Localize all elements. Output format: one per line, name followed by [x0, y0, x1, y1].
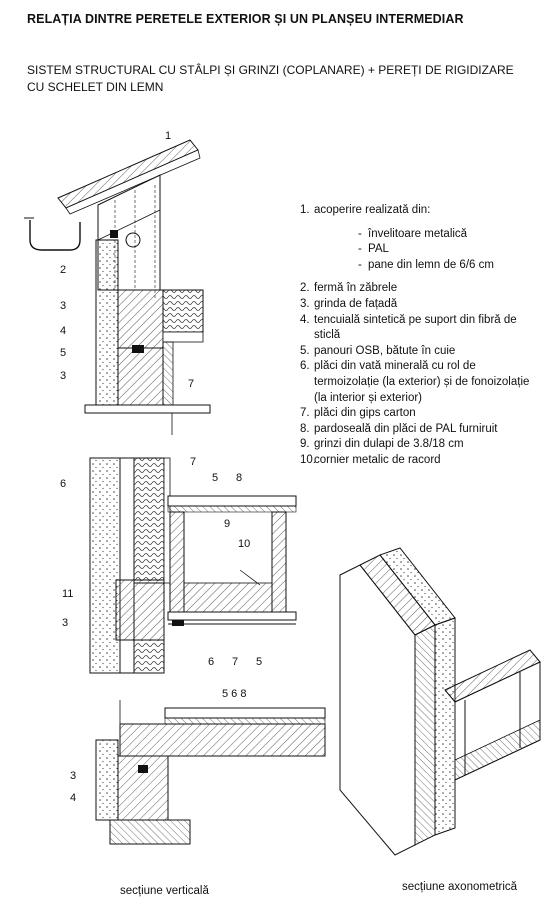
legend-item-3: 3. grinda de fațadă — [300, 297, 398, 310]
callout-3a: 3 — [60, 300, 67, 312]
legend-item-8: 8. pardoseală din plăci de PAL furniruit — [300, 422, 498, 435]
callout-7c: 7 — [232, 656, 239, 668]
callout-3b: 3 — [60, 370, 67, 382]
legend-item-1: 1. acoperire realizată din: — [300, 204, 431, 216]
callout-7a: 7 — [188, 378, 195, 390]
callout-11: 11 — [62, 588, 74, 600]
callout-5a: 5 — [60, 347, 67, 359]
caption-axonometric-section: secțiune axonometrică — [402, 881, 518, 893]
legend-sub-1: - învelitoare metalică — [358, 227, 468, 240]
ground-floor-detail — [96, 700, 325, 844]
page-subtitle: SISTEM STRUCTURAL CU STÂLPI ȘI GRINZI (COPLANARE) + PEREȚI DE RIGIDIZARE CU SCHELET DIN LEMN — [27, 63, 514, 94]
legend-item-9: 9. grinzi din dulapi de 3.8/18 cm — [300, 438, 464, 451]
legend — [300, 203, 540, 469]
callout-8a: 8 — [236, 472, 243, 484]
callout-7b: 7 — [190, 456, 197, 468]
callout-2: 2 — [60, 264, 67, 276]
legend-sub-2: - PAL — [358, 243, 389, 256]
callout-6a: 6 — [60, 478, 67, 490]
page-title: RELAȚIA DINTRE PERETELE EXTERIOR ȘI UN PLANȘEU INTERMEDIAR — [27, 12, 464, 26]
callout-10: 10 — [238, 538, 251, 550]
legend-item-2: 2. fermă în zăbrele — [300, 282, 398, 295]
callout-3c: 3 — [62, 617, 69, 629]
callout-568: 5 6 8 — [222, 688, 247, 700]
legend-sub-3: - pane din lemn de 6/6 cm — [358, 258, 494, 271]
callout-3d: 3 — [70, 770, 77, 782]
callout-4b: 4 — [70, 792, 77, 804]
floor-junction-detail — [90, 458, 296, 673]
legend-item-4: 4. tencuială sintetică pe suport din fibră de sticlă — [300, 313, 517, 342]
roof-eave-detail — [24, 140, 210, 435]
legend-item-5: 5. panouri OSB, bătute în cuie — [300, 344, 456, 357]
callout-6b: 6 — [208, 656, 215, 668]
callout-1: 1 — [165, 130, 172, 142]
caption-vertical-section: secțiune verticală — [120, 885, 209, 897]
axonometric-view — [340, 548, 540, 855]
callout-4a: 4 — [60, 325, 67, 337]
callout-9: 9 — [224, 518, 231, 530]
legend-item-10: 10. cornier metalic de racord — [300, 453, 441, 466]
legend-item-7: 7. plăci din gips carton — [300, 407, 416, 420]
callout-5c: 5 — [256, 656, 263, 668]
callout-5b: 5 — [212, 472, 219, 484]
legend-item-6: 6. plăci din vată minerală cu rol de termoizolație (la exterior) și de fonoizolație (la interior și exterior) — [300, 360, 530, 404]
